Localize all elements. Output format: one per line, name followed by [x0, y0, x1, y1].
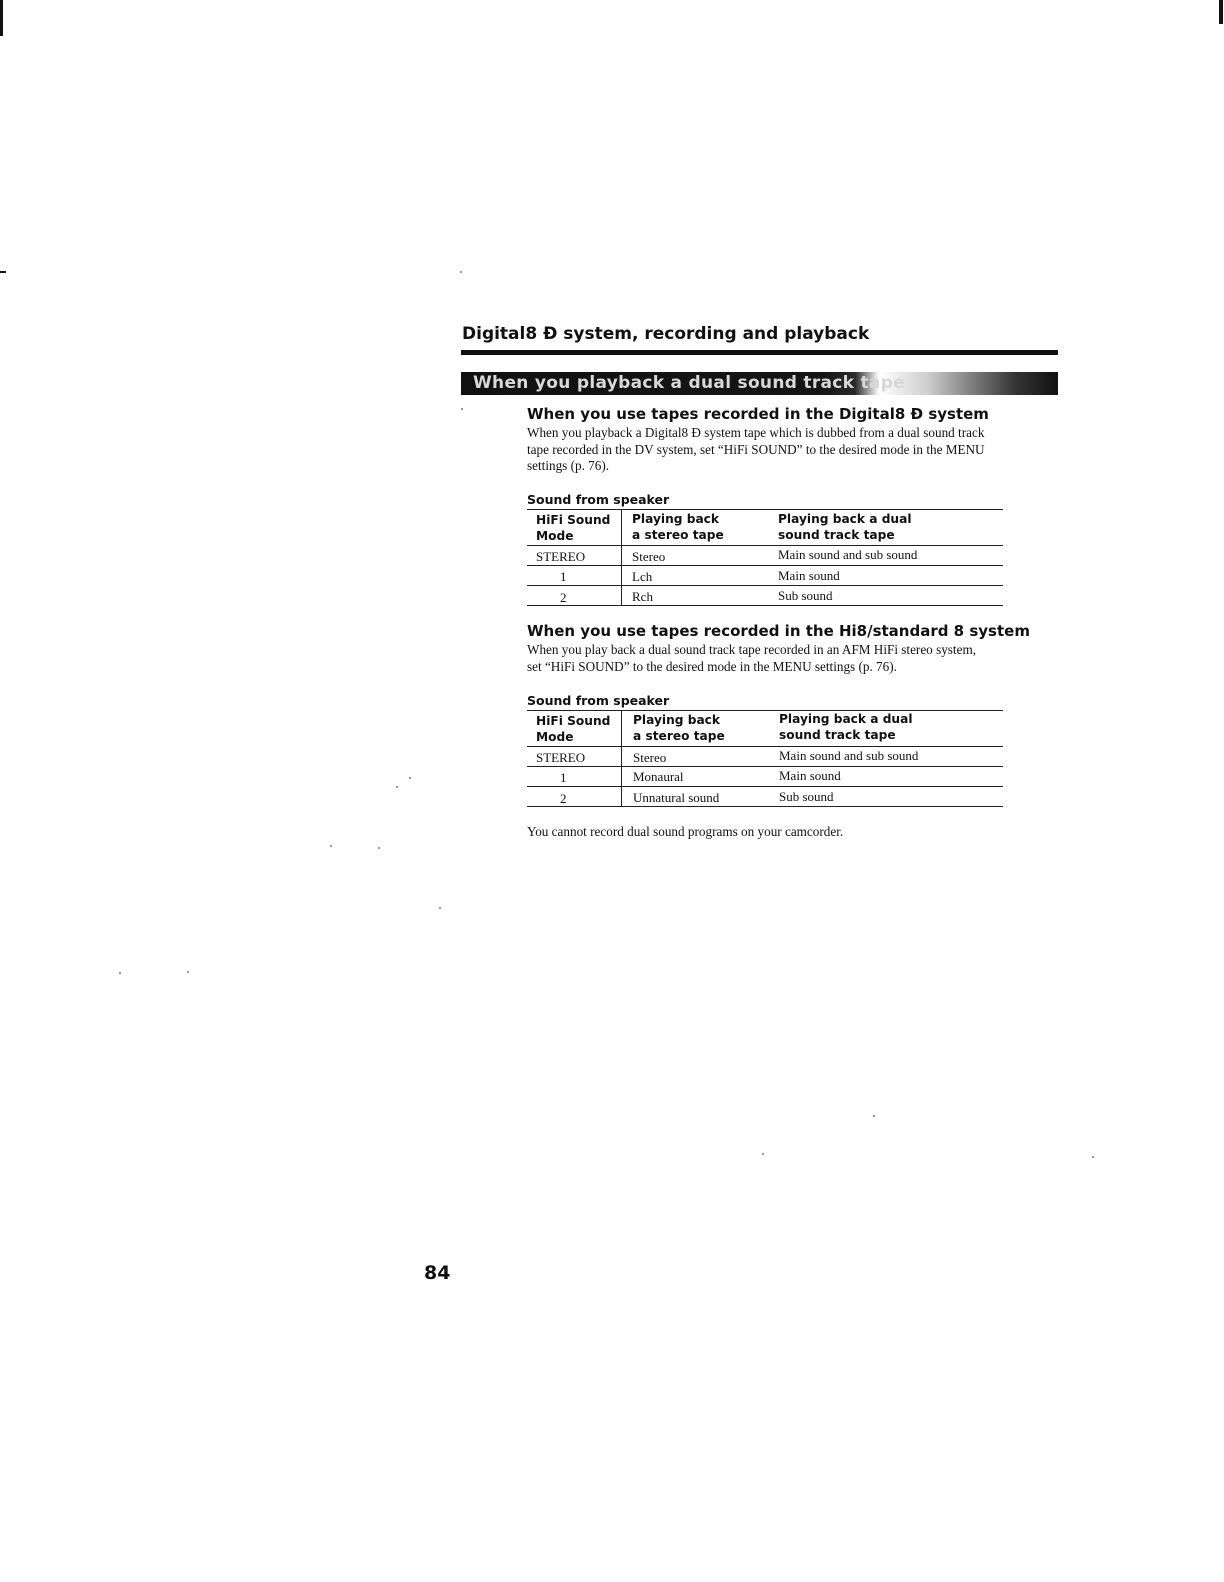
scan-speck: [187, 971, 189, 973]
table-cell: Main sound: [779, 768, 841, 783]
table-cell: Sub sound: [779, 789, 834, 804]
table-top-rule: [527, 710, 1003, 711]
scan-speck: [119, 972, 121, 974]
sound-table: [527, 710, 1003, 807]
chapter-title: Digital8 Đ system, recording and playback: [462, 324, 870, 344]
table-cell: Sub sound: [778, 588, 833, 603]
table-cell: STEREO: [536, 549, 586, 564]
note-text: You cannot record dual sound programs on your camcorder.: [527, 824, 844, 839]
sound-table: [527, 509, 1003, 606]
scan-speck: [330, 845, 332, 847]
section-heading: When you use tapes recorded in the Digital8 Đ system: [527, 405, 989, 423]
scan-speck: [1092, 1156, 1094, 1158]
chapter-rule: [461, 350, 1058, 355]
section-heading: When you use tapes recorded in the Hi8/standard 8 system: [527, 622, 1030, 640]
table-cell: 2: [560, 791, 567, 806]
table-caption: Sound from speaker: [527, 492, 670, 507]
table-column-divider: [621, 510, 622, 606]
row-rule: [527, 786, 1003, 787]
scan-speck: [873, 1115, 875, 1117]
header-rule: [527, 746, 1003, 747]
scan-speck: [409, 777, 411, 779]
table-cell: Main sound: [778, 568, 840, 583]
table-cell: 2: [560, 590, 567, 605]
table-cell: Stereo: [632, 549, 666, 564]
section-body: [527, 425, 1057, 475]
header-rule: [527, 545, 1003, 546]
table-caption: Sound from speaker: [527, 693, 670, 708]
body-line: tape recorded in the DV system, set “HiFi SOUND” to the desired mode in the MENU: [527, 441, 985, 457]
body-line: set “HiFi SOUND” to the desired mode in the MENU settings (p. 76).: [527, 658, 897, 674]
table-cell: Rch: [632, 589, 653, 604]
header-cell: Playing back a stereo tape: [632, 512, 724, 542]
body-line: When you playback a Digital8 Đ system tape which is dubbed from a dual sound track: [527, 425, 985, 440]
scan-speck: [378, 847, 380, 849]
header-cell: Playing back a dual sound track tape: [779, 712, 913, 742]
body-line: When you play back a dual sound track tape recorded in an AFM HiFi stereo system,: [527, 642, 976, 657]
header-cell: Playing back a stereo tape: [633, 713, 725, 743]
section-banner: [461, 372, 1058, 395]
scan-edge-mark: [1219, 0, 1223, 24]
header-cell: Playing back a dual sound track tape: [778, 512, 912, 542]
row-rule: [527, 766, 1003, 767]
table-cell: Main sound and sub sound: [778, 547, 918, 562]
row-rule: [527, 565, 1003, 566]
row-rule: [527, 585, 1003, 586]
scan-edge-mark: [0, 271, 6, 273]
table-cell: Lch: [632, 569, 653, 584]
table-bottom-rule: [527, 605, 1003, 606]
scan-speck: [461, 408, 463, 410]
table-cell: Stereo: [633, 750, 667, 765]
table-cell: STEREO: [536, 750, 586, 765]
scan-speck: [439, 907, 441, 909]
header-cell: HiFi Sound Mode: [536, 714, 611, 744]
section-body: [527, 642, 1057, 675]
table-bottom-rule: [527, 806, 1003, 807]
table-cell: Monaural: [633, 769, 684, 784]
scan-speck: [762, 1153, 764, 1155]
table-cell: Unnatural sound: [633, 790, 720, 805]
table-column-divider: [621, 711, 622, 807]
scan-edge-mark: [0, 0, 3, 36]
body-line: settings (p. 76).: [527, 458, 610, 473]
header-cell: HiFi Sound Mode: [536, 513, 611, 543]
table-cell: 1: [560, 770, 567, 785]
table-top-rule: [527, 509, 1003, 510]
table-cell: Main sound and sub sound: [779, 748, 919, 763]
scan-speck: [460, 271, 462, 273]
table-cell: 1: [560, 569, 567, 584]
scan-speck: [396, 786, 398, 788]
page-number: 84: [424, 1262, 451, 1284]
section-banner-title: When you playback a dual sound track tape: [473, 373, 906, 393]
